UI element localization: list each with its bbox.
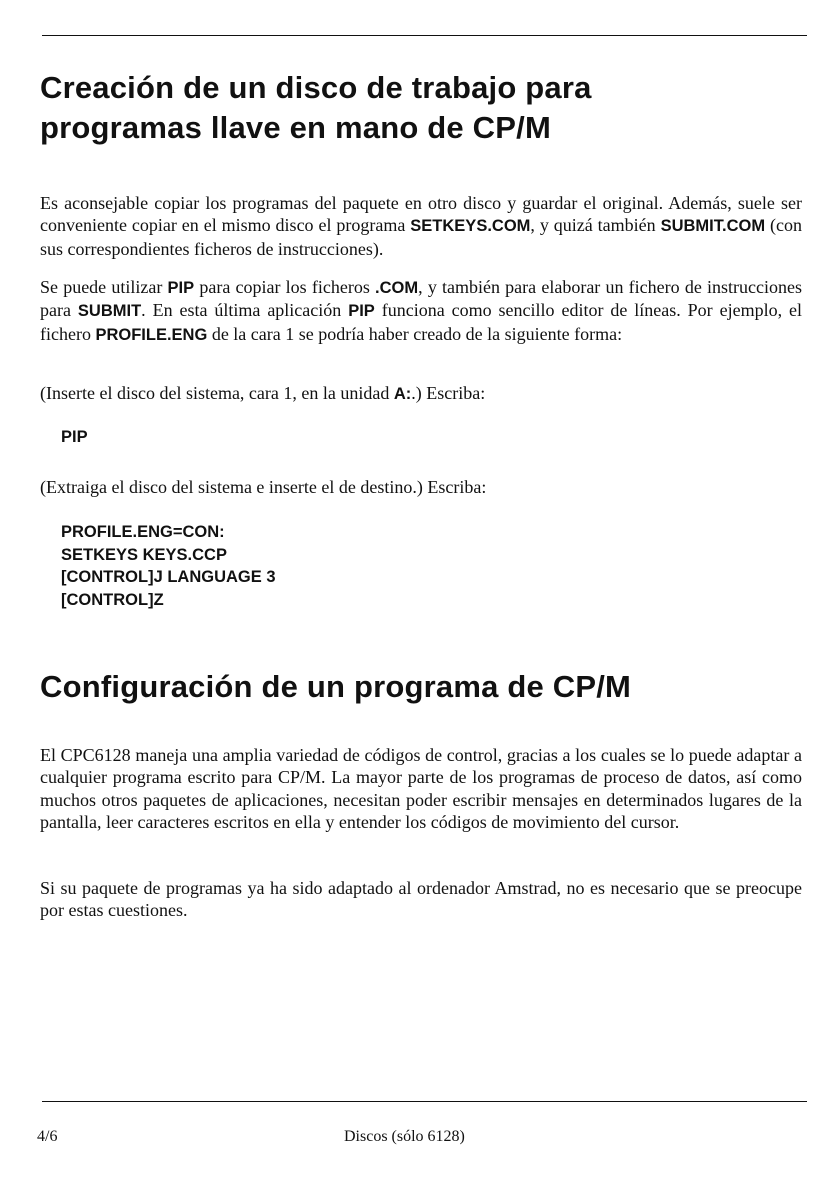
- text-run: funciona como sencillo editor de líneas. Por ejemplo, el fichero: [40, 300, 802, 344]
- bold-term: PIP: [348, 302, 375, 321]
- running-footer-section: Discos (sólo 6128): [344, 1128, 465, 1145]
- bold-term: .COM: [375, 279, 419, 297]
- text-run: para copiar los ficheros: [194, 277, 376, 297]
- text-run: (Inserte el disco del sistema, cara 1, en la unidad: [40, 383, 394, 403]
- page-number: 4/6: [37, 1128, 58, 1145]
- heading-line-2: programas llave en mano de CP/M: [40, 110, 551, 145]
- text-run: (Extraiga el disco del sistema e inserte el de destino.) Escriba:: [40, 477, 487, 497]
- text-run: , y quizá también: [530, 215, 661, 236]
- command-line: PROFILE.ENG=CON:: [61, 523, 225, 541]
- text-run: . En esta última aplicación: [141, 300, 349, 321]
- paragraph-control-codes: El CPC6128 maneja una amplia variedad de códigos de control, gracias a los cuales se lo puede adaptar a cualquier programa escrito para CP/M. La mayor parte de los programas de proceso de datos, así como muchos otros paquetes de aplicaciones, necesitan poder escribir mensajes en determinados lugares de la pantalla, leer caracteres escritos en ella y entender los códigos de movimiento del cursor.: [40, 745, 802, 833]
- bold-term: SUBMIT.COM: [660, 217, 766, 236]
- paragraph-backup-advice: [40, 192, 802, 260]
- command-line: PIP: [61, 428, 88, 446]
- command-block-profile: [61, 521, 276, 611]
- command-block-pip: [61, 426, 88, 449]
- section-heading-work-disk: [40, 68, 800, 148]
- text-run: Es aconsejable copiar los programas del paquete en otro disco y guardar el original. Además, suele ser conveniente copiar en el mismo disco el programa: [40, 193, 802, 236]
- paragraph-insert-target-disk: [40, 476, 802, 498]
- section-heading-configuration: Configuración de un programa de CP/M: [40, 669, 632, 704]
- paragraph-amstrad-adapted: Si su paquete de programas ya ha sido adaptado al ordenador Amstrad, no es necesario que se preocupe por estas cuestiones.: [40, 878, 802, 921]
- command-line: [CONTROL]J LANGUAGE 3: [61, 568, 276, 586]
- bold-term: PROFILE.ENG: [95, 325, 208, 344]
- top-rule: [42, 35, 807, 36]
- bold-term: SUBMIT: [77, 302, 142, 321]
- bold-term: SETKEYS.COM: [410, 217, 531, 236]
- bold-term: A:: [393, 385, 412, 403]
- paragraph-pip-usage: [40, 276, 802, 346]
- text-run: .) Escriba:: [411, 383, 486, 403]
- text-run: de la cara 1 se podría haber creado de la siguiente forma:: [207, 323, 623, 344]
- heading-line-1: Creación de un disco de trabajo para: [40, 70, 592, 105]
- text-run: (con sus correspondientes ficheros de instrucciones).: [40, 215, 803, 259]
- command-line: SETKEYS KEYS.CCP: [61, 545, 227, 564]
- command-line: [CONTROL]Z: [61, 590, 164, 609]
- bottom-rule: [42, 1101, 807, 1102]
- text-run: , y también para elaborar un fichero de instrucciones para: [40, 277, 802, 321]
- text-run: Se puede utilizar: [40, 277, 168, 297]
- bold-term: PIP: [167, 279, 195, 297]
- paragraph-insert-system-disk: [40, 382, 802, 405]
